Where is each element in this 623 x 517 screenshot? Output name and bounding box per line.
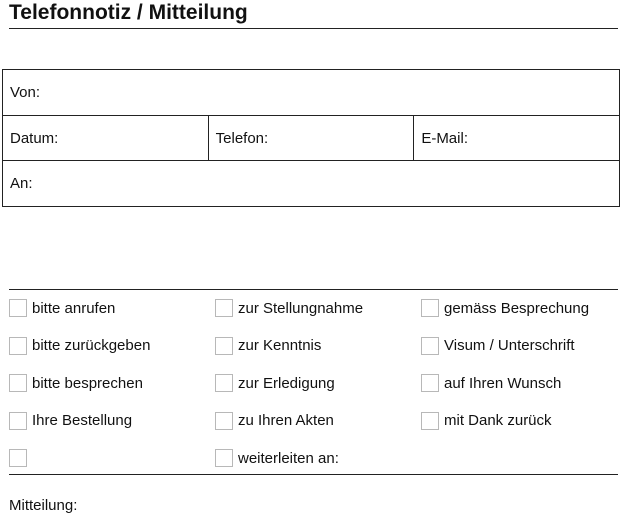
date-label: Datum: — [10, 129, 59, 147]
checkbox[interactable] — [215, 299, 233, 317]
to-field[interactable] — [3, 161, 620, 207]
checkbox[interactable] — [215, 374, 233, 392]
option-label: mit Dank zurück — [444, 412, 552, 429]
option-signature[interactable] — [421, 335, 575, 357]
phone-field[interactable] — [208, 116, 414, 161]
email-field[interactable] — [414, 116, 620, 161]
checkbox[interactable] — [421, 299, 439, 317]
date-field[interactable] — [3, 116, 209, 161]
contact-table — [2, 69, 620, 207]
option-for-completion[interactable] — [215, 372, 335, 394]
checkbox[interactable] — [9, 337, 27, 355]
checkbox[interactable] — [215, 412, 233, 430]
option-for-files[interactable] — [215, 410, 334, 432]
option-please-return[interactable] — [9, 335, 150, 357]
option-for-comment[interactable] — [215, 297, 363, 319]
option-your-order[interactable] — [9, 410, 132, 432]
option-label: zur Erledigung — [238, 374, 335, 392]
page-title: Telefonnotiz / Mitteilung — [9, 1, 248, 24]
option-label: gemäss Besprechung — [444, 299, 590, 317]
option-label: weiterleiten an: — [238, 449, 339, 467]
option-label: Ihre Bestellung — [32, 412, 133, 429]
checkbox[interactable] — [421, 374, 439, 392]
option-for-information[interactable] — [215, 335, 321, 357]
option-forward-to[interactable] — [215, 447, 339, 469]
option-label: auf Ihren Wunsch — [444, 374, 562, 392]
checkbox[interactable] — [421, 412, 439, 430]
option-label: Visum / Unterschrift — [444, 337, 575, 354]
phone-label: Telefon: — [215, 129, 269, 147]
checkbox[interactable] — [421, 337, 439, 355]
email-label: E-Mail: — [421, 129, 468, 147]
option-label: bitte besprechen — [32, 374, 143, 392]
checkbox-options — [9, 297, 619, 485]
options-divider — [9, 289, 618, 290]
option-row — [9, 410, 619, 448]
option-returned-with-thanks[interactable] — [421, 410, 552, 432]
checkbox[interactable] — [9, 299, 27, 317]
checkbox[interactable] — [9, 412, 27, 430]
option-label: bitte zurückgeben — [32, 337, 151, 354]
option-row — [9, 335, 619, 373]
option-on-request[interactable] — [421, 372, 561, 394]
checkbox[interactable] — [9, 449, 27, 467]
option-row — [9, 372, 619, 410]
option-as-discussed[interactable] — [421, 297, 589, 319]
checkbox[interactable] — [215, 449, 233, 467]
option-row — [9, 297, 619, 335]
option-label: zur Kenntnis — [238, 337, 322, 354]
option-label: zur Stellungnahme — [238, 299, 364, 317]
checkbox[interactable] — [215, 337, 233, 355]
checkbox[interactable] — [9, 374, 27, 392]
from-label: Von: — [10, 84, 41, 101]
option-row — [9, 447, 619, 485]
option-please-discuss[interactable] — [9, 372, 143, 394]
option-blank[interactable] — [9, 447, 32, 469]
option-label: zu Ihren Akten — [238, 412, 334, 429]
option-label: bitte anrufen — [32, 299, 116, 317]
option-call-back[interactable] — [9, 297, 115, 319]
message-label: Mitteilung: — [9, 497, 78, 514]
to-label: An: — [10, 175, 33, 192]
title-divider — [9, 28, 618, 29]
from-field[interactable] — [3, 70, 620, 116]
message-divider — [9, 474, 618, 475]
